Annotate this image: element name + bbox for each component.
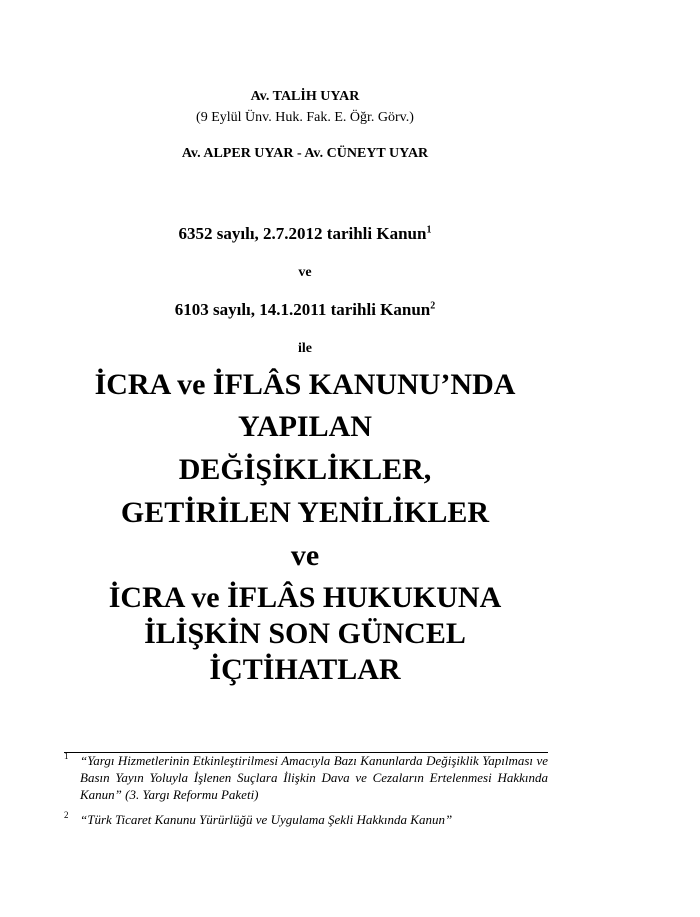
title-line-4: GETİRİLEN YENİLİKLER <box>120 496 490 529</box>
conjunction-ile: ile <box>298 341 312 356</box>
law-2-text: 6103 sayılı, 14.1.2011 tarihli Kanun <box>174 300 431 319</box>
footnote-1-number: 1 <box>64 751 69 761</box>
title-line-3: DEĞİŞİKLİKLER, <box>178 453 432 486</box>
title-line-6: İCRA ve İFLÂS HUKUKUNA <box>108 581 502 614</box>
footnote-2 <box>64 811 548 828</box>
co-authors: Av. ALPER UYAR - Av. CÜNEYT UYAR <box>181 146 429 161</box>
title-line-8: İÇTİHATLAR <box>209 653 401 686</box>
law-1 <box>0 224 610 244</box>
conjunction-ve: ve <box>298 265 312 280</box>
author-affiliation: (9 Eylül Ünv. Huk. Fak. E. Öğr. Görv.) <box>196 110 414 125</box>
footnote-1-text: “Yargı Hizmetlerinin Etkinleştirilmesi Amacıyla Bazı Kanunlarda Değişiklik Yapılması ve Basın Yayın Yoluyla İşlenen Suçlara İlişkin Dava ve Cezaların Ertelenmesi Hakkında Kanun” (3. Yargı Reformu Paketi) <box>80 753 548 802</box>
title-line-1: İCRA ve İFLÂS KANUNU’NDA <box>94 368 516 401</box>
title-line-2: YAPILAN <box>238 410 372 443</box>
title-line-5: ve <box>290 539 320 572</box>
footnote-ref-2: 2 <box>430 300 436 312</box>
footnote-ref-1: 1 <box>426 224 432 236</box>
footnote-1 <box>64 752 548 803</box>
footnote-2-number: 2 <box>64 810 69 820</box>
title-line-7: İLİŞKİN SON GÜNCEL <box>144 617 466 650</box>
author-name: Av. TALİH UYAR <box>250 89 360 104</box>
footnote-2-text: “Türk Ticaret Kanunu Yürürlüğü ve Uygulama Şekli Hakkında Kanun” <box>80 812 453 827</box>
law-2 <box>0 300 610 320</box>
law-1-text: 6352 sayılı, 2.7.2012 tarihli Kanun <box>178 224 427 243</box>
